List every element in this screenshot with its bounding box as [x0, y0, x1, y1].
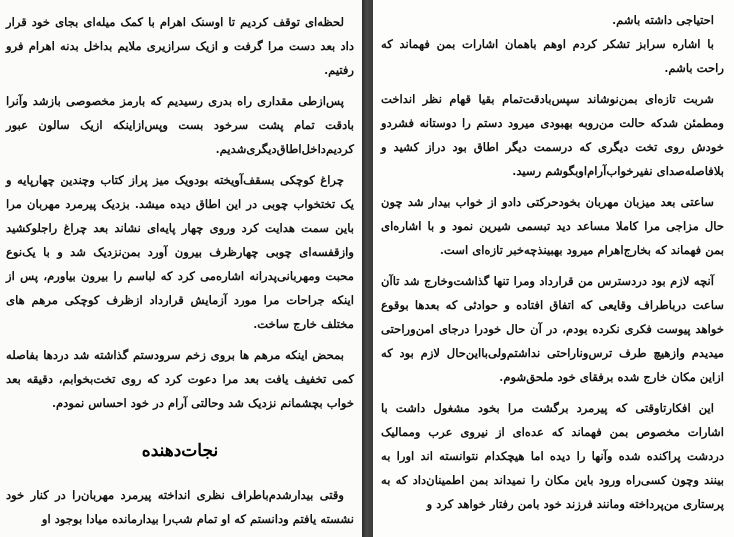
paragraph: این افکارتاوقتی که پیرمرد برگشت مرا بخود مشغول داشت با اشارات مخصوص بمن فهماند که عده‌ای از نیروی عرب وممالیک دردشت پراکنده شده وآنها را دیده اما هیچکدام نتوانسته اند اورا به بینند وچون کسی‌راه ورود باین مکان را نمیداند بمن اطمینان‌داد که به پرستاری من‌پرداخته ومانند فرزند خود بامن رفتار خواهد کرد و: [381, 401, 724, 511]
paragraph: پس‌ازطی مقداری راه بدری رسیدیم که بارمز مخصوصی بازشد وآنرا بادقت تمام پشت سرخود بست وپس‌ازاینکه ازیک سالون عبور کردیم‌داخل‌اطاق‌دیگری‌شدیم.: [6, 94, 354, 156]
paragraph: با اشاره سرابز تشکر کردم اوهم باهمان اشارات بمن فهماند که راحت باشم.: [381, 37, 724, 75]
paragraph: آنچه لازم بود دردسترس من قرارداد ومرا تنها گذاشت‌وخارج شد تاآن ساعت درباطراف وقایعی که اتفاق افتاده و حوادثی که بعدها بوقوع خواهد پیوست فکری نکرده بودم، در آن حال خودرا درجای امن‌وراحتی میدیدم وازهیچ طرف ترس‌وناراحتی نداشتم‌ولی‌بااین‌حال لازم بود که ازاین مکان خارج شده برفقای خود ملحق‌شوم.: [381, 274, 724, 384]
paragraph: وقتی بیدارشدم‌باطراف نظری انداخته پیرمرد مهربان‌را در کنار خود نشسته یافتم ودانستم که او تمام شب‌را بیدارمانده میادا بوجود او: [6, 488, 354, 526]
left-page: [0, 0, 362, 537]
paragraph: شربت تازه‌ای بمن‌نوشاند سپس‌بادقت‌تمام بقیا قهام نظر انداخت ومطمئن شدکه حالت من‌روبه بهبودی میرود دستم را دوستانه فشردو خودش روی تخت دیگری که درسمت دیگر اطاق بود دراز کشید و بلافاصله‌صدای نفیرخواب‌آرام‌اوبگوشم رسید.: [381, 92, 724, 178]
book-gutter: [362, 0, 373, 537]
paragraph: چراغ کوچکی بسقف‌آویخته بودویک میز پراز کتاب وچندین چهارپایه و یک تختخواب چوبی در این اطاق دیده میشد. بزدیک پیرمرد مهربان مرا باین سمت هدایت کرد وروی چهار پایه‌ای نشاند بعد چراغ راجلوکشید وازقفسه‌ای چوبی چهارظرف بیرون آورد بمن‌نزدیک شد و با یک‌نوع محبت ومهربانی‌پدرانه اشاره‌می کرد که لباسم را بیرون بیاورم، پس از اینکه جراحات مرا مورد آزمایش قرارداد ازظرف کوچکی مرهم های مختلف خارج ساخت.: [6, 173, 354, 331]
paragraph: بمحض اینکه مرهم ها بروی زخم سرودستم گذاشته شد دردها بفاصله کمی تخفیف یافت بعد مرا دعوت کرد که روی تخت‌بخوابم، دقیقه بعد خواب بچشمانم نزدیک شد وحالتی آرام در خود احساس نمودم.: [6, 348, 354, 410]
right-page: [373, 0, 734, 537]
section-heading: نجات‌دهنده: [141, 441, 219, 461]
paragraph: احتیاجی داشته باشم.: [612, 13, 714, 27]
paragraph: لحظه‌ای توقف کردیم تا اوسنک اهرام‌ با کمک میله‌ای بجای خود قرار داد بعد دست مرا گرفت و ازیک سرازیری ملایم بداخل بدنه اهرام فرو رفتیم.: [6, 15, 354, 77]
paragraph: ساعتی بعد میزبان مهربان بخودحرکتی دادو از خواب بیدار شد چون حال مزاجی مرا کاملا مساعد دید تبسمی شیرین نمود و با اشاره‌ای بمن فهماند که بخارج‌اهرام میرود بهبینذچه‌خبر تازه‌ای است.: [381, 195, 724, 257]
